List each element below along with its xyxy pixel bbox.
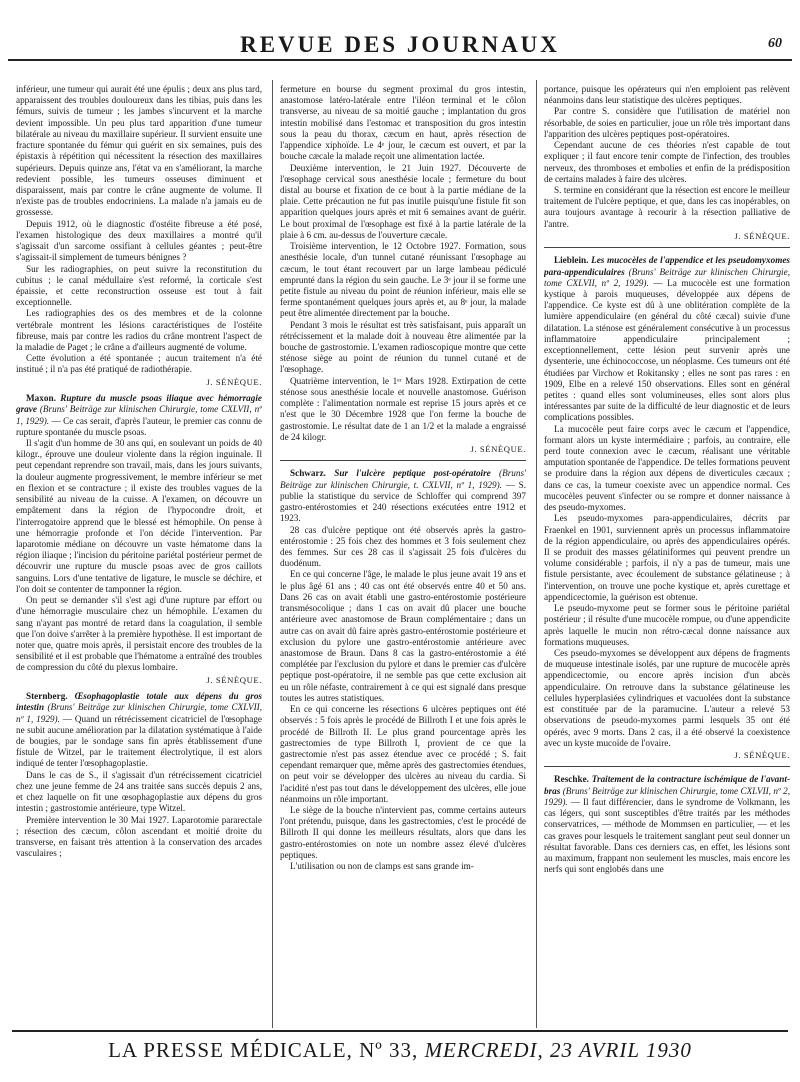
paragraph: En ce qui concerne les résections 6 ulcères peptiques ont été observés : 5 fois après le procédé de Billroth I et une fois après le procédé de Billroth II. Le plus grand pourcentage après les gastrectomies de type Billroth I, provient de ce que la gastrectomie n'est pas assez étendue avec ce procédé ; S. fait cependant remarquer que, même après des gastrectomies étendues, on peut voir se développer des ulcères au niveau du cardia. Si l'acidité n'est pas tout dans le développement des ulcères, elle joue néanmoins un rôle important. bbox=[280, 704, 526, 804]
page-number: 60 bbox=[768, 36, 782, 51]
column-3 bbox=[544, 84, 790, 1022]
paragraph: L'utilisation ou non de clamps est sans grande im- bbox=[290, 861, 474, 872]
article-source: (Bruns' Beiträge zur klinischen Chirurgie, tome CXLVII, nº 2, 1929). bbox=[544, 785, 790, 807]
page-footer bbox=[12, 1030, 788, 1070]
paragraph: Quatrième intervention, le 1ᵉʳ Mars 1928. Extirpation de cette sténose sous anesthésie locale et nouvelle anastomose. Guérison complète : l'alimentation normale est reprise 15 jours après et ce n'est que le 30 Décembre 1928 que l'on ferme la bouche de gastrostomie. Le résultat date de 1 an 1/2 et la malade a engraissé de 24 kilogr. bbox=[280, 375, 526, 442]
article-author: Reschke. bbox=[554, 774, 589, 785]
journal-name: LA PRESSE MÉDICALE, Nº 33, bbox=[108, 1038, 419, 1062]
article-separator bbox=[544, 766, 790, 767]
signature: J. SÉNÈQUE. bbox=[206, 376, 262, 387]
article-lead: — Quand un rétrécissement cicatriciel de l'œsophage ne subit aucune amélioration par la dilatation systématique à l'aide de bougies, par le sondage sans fin après établissement d'une fistule de Witzel, par le traitement électrolytique, il est alors indiqué de tenter l'œsophagoplastie. bbox=[16, 713, 262, 769]
article-lead: — Il faut différencier, dans le syndrome de Volkmann, les cas légers, qui sont susceptibles d'être traités par les méthodes conservatrices, — méthode de Mommsen en particulier, — et les cas graves pour lesquels le traitement sanglant peut seul donner un résultat favorable. Dans ces derniers cas, en effet, les lésions sont au maximum, frappant non seulement les muscles, mais encore les nerfs qui sont englobés dans une bbox=[544, 796, 790, 875]
paragraph: fermeture en bourse du segment proximal du gros intestin, anastomose latéro-latérale entre l'iléon terminal et le côlon transverse, au niveau de sa moitié gauche ; implantation du gros intestin mobilisé dans l'estomac et transposition du gros intestin sous la peau du thorax, cæcum en haut, après résection de l'appendice xiphoïde. Le 4ᵉ jour, le cæcum est ouvert, et par la bouche cæcale la malade reçoit une alimentation lactée. bbox=[280, 84, 526, 162]
paragraph: Deuxième intervention, le 21 Juin 1927. Découverte de l'œsophage cervical sous anesthésie locale ; fermeture du bout distal au bourse et fixation de ce bout à la partie médiane de la plaie. Cette précaution ne fut pas inutile puisqu'une fistule fit son apparition quelques jours après et mit 6 semaines avant de guérir. Le bout proximal de l'œsophage est fixé à la partie latérale de la plaie à 6 cm. au-dessus de l'ouverture cæcale. bbox=[280, 162, 526, 240]
article-title: Rupture du muscle psoas iliaque avec hémorragie grave bbox=[16, 393, 262, 415]
article-lieblein bbox=[544, 255, 790, 423]
article-separator bbox=[280, 460, 526, 461]
article-columns bbox=[16, 84, 790, 1022]
paragraph: Par contre S. considère que l'utilisation de matériel non résorbable, de soies en particulier, joue un rôle très important dans l'apparition des ulcères peptiques post-opératoires. bbox=[544, 106, 790, 139]
paragraph: portance, puisque les opérateurs qui n'en emploient pas relèvent néanmoins dans leur statistique des ulcères peptiques. bbox=[544, 84, 790, 106]
paragraph: En ce qui concerne l'âge, le malade le plus jeune avait 19 ans et le plus âgé 61 ans ; 40 cas ont été observés entre 40 et 50 ans. Dans 26 cas on avait établi une gastro-entérostomie postérieure transmésocolique ; dans 1 cas on avait dû placer une bouche antérieure avec anastomose de Braun complémentaire ; dans un autre cas on avait dû faire après gastro-entérostomie postérieure et exclusion du pylore une gastro-entérostomie antérieure avec anastomose de Braun. Dans 8 cas la gastro-entérostomie a été complétée par l'exclusion du pylore et dans le premier cas d'ulcère peptique post-opératoire, il ne semble pas que cette exclusion ait eu un rôle néfaste, contrairement à ce qui est signalé dans presque toutes les autres statistiques. bbox=[280, 569, 526, 703]
article-schwarz bbox=[280, 468, 526, 524]
column-2 bbox=[280, 84, 526, 1022]
signature: J. SÉNÈQUE. bbox=[734, 749, 790, 760]
article-title: Œsophagoplastie totale aux dépens du gros intestin bbox=[16, 691, 262, 713]
signature: J. SÉNÈQUE. bbox=[206, 674, 262, 685]
article-lead: — La mucocèle est une formation kystique à parois muqueuses, développée aux dépens de l'appendice. Ce kyste est dû à une oblitération complète de la lumière appendiculaire (en général du côté cæcal) suivie d'une dilatation. La sténose est généralement consécutive à un processus inflammatoire appendiculaire principalement ; exceptionnellement, cette lésion peut survenir après une dysenterie, une échinococcose, un néoplasme. Ces tumeurs ont été étudiées par Virchow et Rokitansky ; elles ne sont pas rares : en 1909, Elbe en a relevé 150 observations. Elles sont en général petites : quand elles sont volumineuses, elles sont alors plus intéressantes par suite de la difficulté de leur diagnostic et de leurs complications possibles. bbox=[544, 277, 790, 423]
footer-rule bbox=[12, 1030, 788, 1032]
header-rule bbox=[8, 59, 792, 61]
running-title: REVUE DES JOURNAUX bbox=[240, 32, 560, 57]
paragraph: Les pseudo-myxomes para-appendiculaires, décrits par Fraenkel en 1901, surviennent après un processus inflammatoire de la région appendiculaire, ou après des appendiculaires opérés. Il se produit des masses gélatiniformes qui peuvent prendre un volume considérable ; parfois, il n'y a pas de tumeur, mais une fistule persistante, avec écoulement de substance gélatineuse ; à l'intervention, on trouve une poche kystique et, après curettage et appendicectomie, la guérison est obtenue. bbox=[544, 513, 790, 602]
article-title: Traitement de la contracture ischémique de l'avant-bras bbox=[544, 774, 790, 796]
paragraph: inférieur, une tumeur qui aurait été une épulis ; deux ans plus tard, apparaissent des troubles douloureux dans les tibias, puis dans les fémurs, suivis de tumeur ; les jambes s'incurvent et la marche devient impossible. Un peu plus tard apparition d'une tumeur bilatérale au niveau du maxillaire supérieur. Il survient ensuite une fracture spontanée du fémur qui guérit en six semaines, puis des épistaxis à répétition qui nécessitent la résection des maxillaires supérieurs. Depuis quinze ans, l'état va en s'améliorant, la marche redevient possible, les tumeurs osseuses diminuent et disparaissent, mais par contre le crâne augmente de volume. Il n'existe pas de troubles endocriniens. La malade n'a jamais eu de grossesse. bbox=[16, 84, 262, 218]
article-lead: — S. publie la statistique du service de Schloffer qui comprend 397 gastro-entérostomies et 240 résections exécutées entre 1912 et 1923. bbox=[280, 479, 526, 524]
paragraph: Le siège de la bouche n'intervient pas, comme certains auteurs l'ont prétendu, puisque, dans les gastrectomies, c'est le procédé de Billroth II qui donne les meilleurs résultats, alors que dans les gastro-entérostomies on note un nombre assez élevé d'ulcères peptiques. bbox=[280, 805, 526, 860]
article-sternberg bbox=[16, 691, 262, 770]
article-maxon bbox=[16, 393, 262, 438]
article-source: (Bruns' Beiträge zur klinischen Chirurgie, tome CXLVII, nº 1, 1929). bbox=[16, 404, 262, 426]
paragraph: Les radiographies des os des membres et de la colonne vertébrale montrent les lésions caractéristiques de l'ostéite fibreuse, mais par contre les radios du crâne montrent l'aspect de la maladie de Paget ; le crâne a d'ailleurs augmenté de volume. bbox=[16, 308, 262, 353]
article-author: Sternberg. bbox=[26, 691, 68, 702]
article-source: (Bruns' Beiträge zur klinischen Chirurgie, t. CXLVII, nº 1, 1929). bbox=[280, 468, 526, 490]
footer-line bbox=[12, 1038, 788, 1063]
article-separator bbox=[544, 247, 790, 248]
article-title: Sur l'ulcère peptique post-opératoire bbox=[334, 468, 491, 479]
paragraph: 28 cas d'ulcère peptique ont été observés après la gastro-entérostomie : 25 fois chez des hommes et 3 fois seulement chez des femmes. Sur ces 28 cas il s'agissait 25 fois d'ulcères du duodénum. bbox=[280, 524, 526, 569]
paragraph: Troisième intervention, le 12 Octobre 1927. Formation, sous anesthésie locale, d'un tunnel cutané réunissant l'œsophage au cæcum, le tout étant recouvert par un large lambeau pédiculé emprunté dans la région du sein gauche. Le 3ᵉ jour il se forme une petite fistule au niveau du point de réunion inférieur, mais elle se ferme spontanément quelques jours après et, au 8ᵉ jour, la malade peut être alimentée directement par la bouche. bbox=[280, 241, 526, 319]
paragraph: Cependant aucune de ces théories n'est capable de tout expliquer ; il faut encore tenir compte de l'infection, des troubles nerveux, des thromboses et embolies et enfin de la prédisposition de certains malades à faire des ulcères. bbox=[544, 140, 790, 184]
article-reschke bbox=[544, 774, 790, 875]
paragraph: S. termine en considérant que la résection est encore le meilleur traitement de l'ulcère peptique, et que, dans les cas inopérables, on aura toujours avantage à recourir à la résection palliative de l'antre. bbox=[544, 184, 790, 229]
article-author: Maxon. bbox=[26, 393, 56, 404]
page-header bbox=[12, 8, 788, 62]
signature: J. SÉNÈQUE. bbox=[470, 444, 526, 454]
paragraph: Il s'agit d'un homme de 30 ans qui, en soulevant un poids de 40 kilogr., éprouve une douleur violente dans la région inguinale. Il peut cependant reprendre son travail, mais, dans les jours suivants, la douleur augmente progressivement, le membre inférieur se met en flexion et se contracture ; il existe des troubles vagues de la sensibilité au niveau de la cuisse. A l'examen, on découvre un empâtement dans la région de l'hypocondre droit, et l'interrogatoire apprend que le blessé est hémophile. On pense à une hémorragie profonde et l'on décide l'intervention. Par laparotomie médiane on découvre un vaste hématome dans la région iliaque ; l'incision du péritoine pariétal postérieur permet de découvrir une rupture du muscle psoas avec de gros caillots sanguins. Lors d'une tentative de ligature, le muscle se déchire, et l'on doit se contenter de tamponner la région. bbox=[16, 438, 262, 594]
issue-date: MERCREDI, 23 AVRIL 1930 bbox=[424, 1038, 692, 1062]
paragraph: On peut se demander s'il s'est agi d'une rupture par effort ou d'une hémorragie musculaire chez un hémophile. L'examen du sang n'ayant pas montré de retard dans la coagulation, il semble que l'on doive s'arrêter à la première hypothèse. Il est important de noter que, quatre mois après, il persistait encore des troubles de la sensibilité et il est probable que l'hématome a entraîné des troubles de compression du côté du plexus lombaire. bbox=[16, 595, 262, 673]
article-author: Lieblein. bbox=[554, 255, 589, 266]
paragraph: Depuis 1912, où le diagnostic d'ostéite fibreuse a été posé, l'examen histologique des deux maxillaires a montré qu'il s'agissait d'un sarcome ossifiant à cellules géantes ; peut-être s'agissait-il simplement de tumeurs bénignes ? bbox=[16, 218, 262, 263]
paragraph: Le pseudo-myxome peut se former sous le péritoine pariétal postérieur ; il résulte d'une mucocèle rompue, ou d'une appendicite après laquelle le mucin non rétro-cæcal donne naissance aux formations muqueuses. bbox=[544, 603, 790, 647]
signature: J. SÉNÈQUE. bbox=[734, 230, 790, 241]
paragraph: Première intervention le 30 Mai 1927. Laparotomie pararectale ; résection des cæcum, côlon ascendant et moitié droite du transverse, en faisant très attention à la conservation des arcades vasculaires ; bbox=[16, 814, 262, 859]
article-source: (Bruns' Beiträge zur klinischen Chirurgie, tome CXLVII, nº 1, 1929). bbox=[16, 702, 262, 724]
article-source: (Bruns' Beiträge zur klinischen Chirurgie, tome CXLVII, nº 2, 1929). bbox=[544, 266, 790, 288]
paragraph: Pendant 3 mois le résultat est très satisfaisant, puis apparaît un rétrécissement et la malade doit à nouveau être alimentée par la bouche de gastrostomie. L'examen radioscopique montre que cette sténose siège au point de réunion du tunnel cutané et de l'œsophage. bbox=[280, 319, 526, 375]
column-1 bbox=[16, 84, 262, 1022]
paragraph: Dans le cas de S., il s'agissait d'un rétrécissement cicatriciel chez une jeune femme de 24 ans traitée sans succès depuis 2 ans, et chez laquelle on fit une œsophagoplastie aux dépens du gros intestin ; gastrostomie antérieure, type Witzel. bbox=[16, 769, 262, 814]
article-lead: — Ce cas serait, d'après l'auteur, le premier cas connu de rupture spontanée du muscle psoas. bbox=[16, 415, 262, 437]
article-title: Les mucocèles de l'appendice et les pseudomyxomes para-appendiculaires bbox=[544, 255, 790, 277]
article-author: Schwarz. bbox=[290, 468, 326, 479]
paragraph: La mucocèle peut faire corps avec le cæcum et l'appendice, formant alors un kyste intermédiaire ; parfois, au contraire, elle perd toute connexion avec le cæcum, réalisant une véritable amputation spontanée de l'appendice. De telles formations peuvent se produire dans la région aux dépens de diverticules cæcaux ; dans ce cas, la tumeur coexiste avec un appendice normal. Ces mucocèles peuvent s'infecter ou se rompre et donner naissance à des pseudo-myxomes. bbox=[544, 423, 790, 513]
paragraph: Ces pseudo-myxomes se développent aux dépens de fragments de muqueuse intestinale isolés, par une rupture de mucocèle après appendicectomie, ou encore après incision d'un abcès appendiculaire. On retrouve dans la substance gélatineuse les cellules hyperplasiées cylindriques et vacuolées dont la substance est constituée par de la paramucine. L'auteur a relevé 53 observations de pseudo-myxomes parmi lesquels 35 ont été opérés, avec 9 morts. Dans 2 cas, il a été observé la coexistence avec un kyste mucoïde de l'ovaire. bbox=[544, 647, 790, 748]
paragraph: Sur les radiographies, on peut suivre la reconstitution du cubitus ; le canal médullaire s'est reformé, la corticale s'est épaissie, et cette reconstruction osseuse est tout à fait exceptionnelle. bbox=[16, 263, 262, 308]
paragraph: Cette évolution a été spontanée ; aucun traitement n'a été institué ; il n'a pas été pratiqué de radiothérapie. bbox=[16, 353, 262, 375]
